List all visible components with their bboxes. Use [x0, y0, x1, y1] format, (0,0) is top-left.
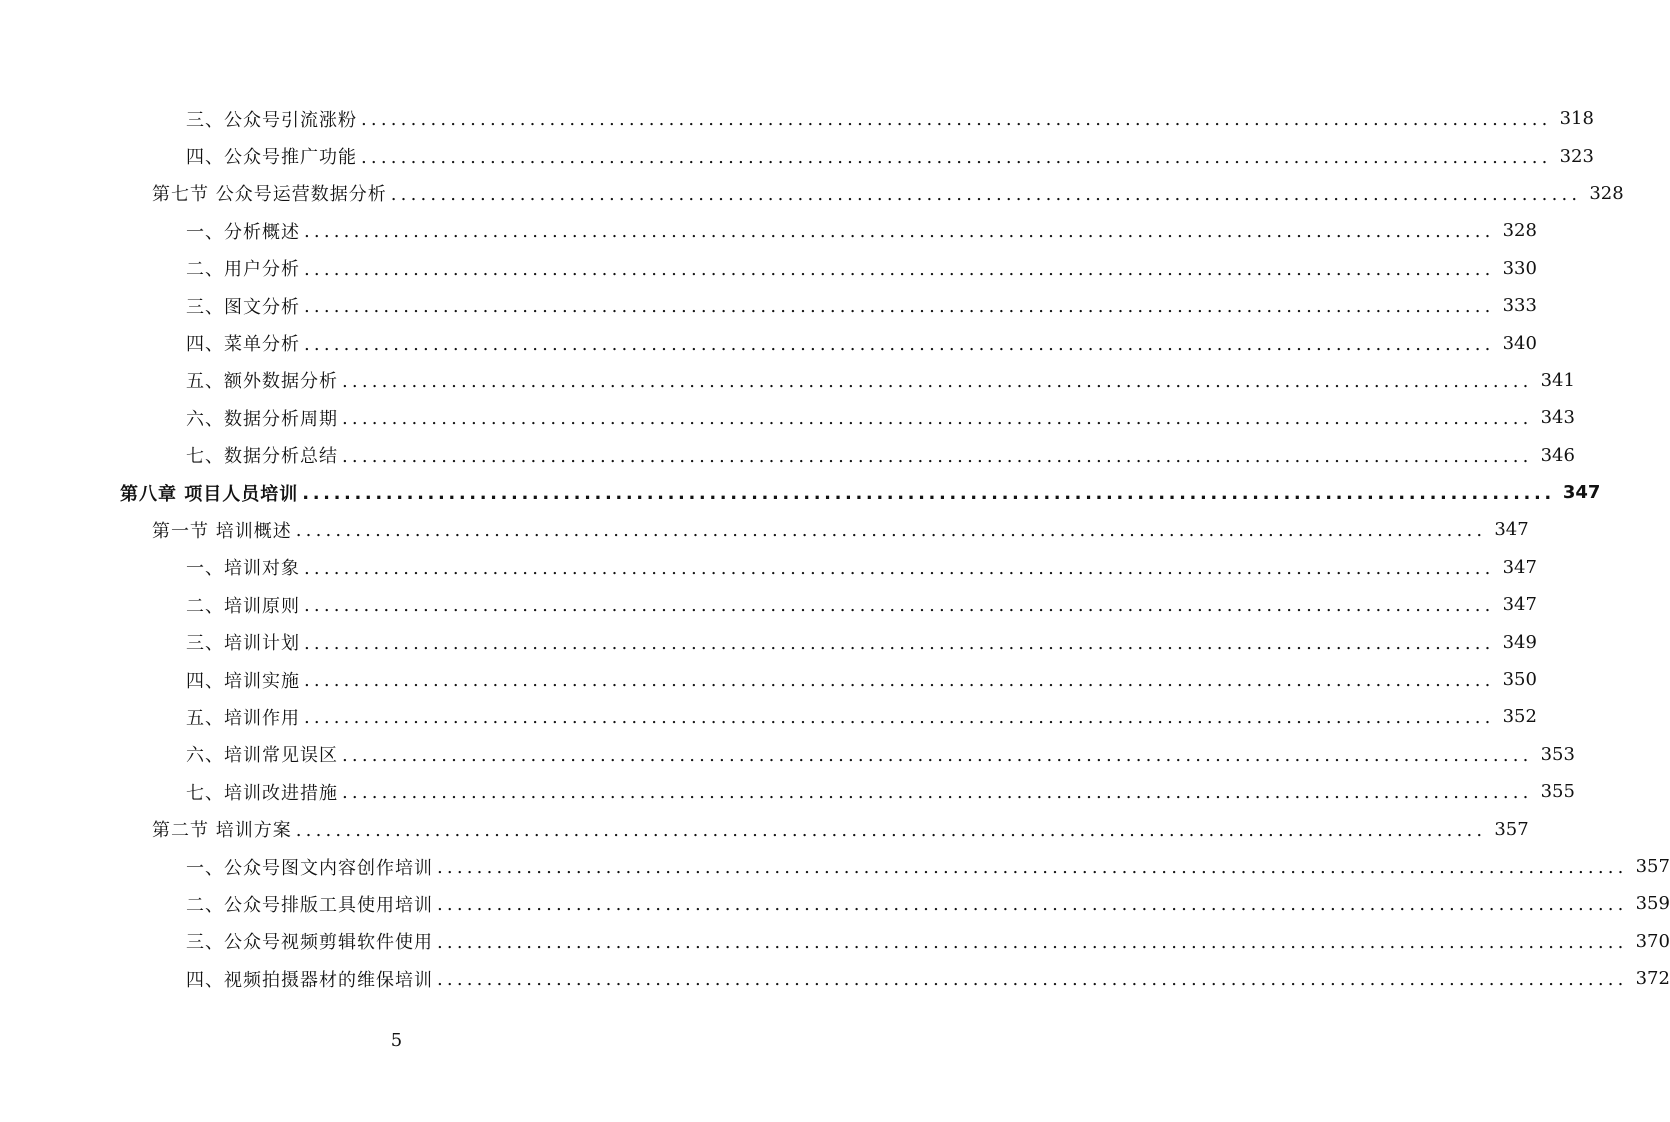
toc-entry-title: 七、培训改进措施 [186, 779, 342, 805]
toc-dot-leader: ........................................................................................................................ [342, 782, 1533, 804]
toc-entry-title: 二、用户分析 [186, 255, 304, 281]
toc-dot-leader: ........................................................................................................................ [304, 221, 1495, 243]
toc-item-entry[interactable] [0, 661, 1537, 698]
toc-entry-title: 六、培训常见误区 [186, 741, 342, 767]
toc-item-entry[interactable] [0, 362, 1575, 399]
toc-dot-leader: ........................................................................................................................ [304, 557, 1495, 579]
toc-entry-page-number: 333 [1502, 295, 1537, 317]
toc-entry-title: 三、培训计划 [186, 629, 304, 655]
toc-entry-title: 三、图文分析 [186, 293, 304, 319]
toc-dot-leader: ........................................................................................................................ [304, 707, 1495, 729]
toc-entry-page-number: 328 [1502, 220, 1537, 242]
toc-item-entry[interactable] [0, 100, 1594, 137]
toc-entry-page-number: 370 [1635, 930, 1670, 952]
toc-item-entry[interactable] [0, 885, 1670, 922]
toc-entry-title: 四、公众号推广功能 [186, 143, 361, 169]
toc-item-entry[interactable] [0, 923, 1670, 960]
toc-dot-leader: ........................................................................................................................ [437, 894, 1628, 916]
toc-entry-title: 五、额外数据分析 [186, 367, 342, 393]
toc-entry-page-number: 352 [1502, 706, 1537, 728]
toc-entry-page-number: 346 [1540, 444, 1575, 466]
toc-entry-page-number: 347 [1494, 519, 1529, 541]
toc-entry-title: 四、培训实施 [186, 667, 304, 693]
toc-dot-leader: ........................................................................................................................ [302, 483, 1555, 505]
toc-entry-page-number: 350 [1502, 669, 1537, 691]
toc-entry-page-number: 347 [1562, 482, 1601, 504]
toc-dot-leader: ........................................................................................................................ [361, 146, 1552, 168]
toc-dot-leader: ........................................................................................................................ [390, 183, 1582, 205]
toc-entry-title: 一、培训对象 [186, 554, 304, 580]
toc-item-entry[interactable] [0, 773, 1575, 810]
toc-dot-leader: ........................................................................................................................ [295, 819, 1487, 841]
toc-item-entry[interactable] [0, 586, 1537, 623]
toc-entry-page-number: 323 [1559, 145, 1594, 167]
toc-dot-leader: ........................................................................................................................ [437, 857, 1628, 878]
toc-dot-leader: ........................................................................................................................ [342, 445, 1533, 467]
toc-entry-page-number: 340 [1502, 332, 1537, 354]
toc-entry-title: 四、菜单分析 [186, 330, 304, 356]
toc-dot-leader: ........................................................................................................................ [342, 370, 1533, 392]
table-of-contents [0, 100, 1670, 997]
toc-entry-title: 三、公众号引流涨粉 [186, 106, 361, 132]
toc-entry-title: 二、公众号排版工具使用培训 [186, 891, 437, 917]
toc-entry-title: 四、视频拍摄器材的维保培训 [186, 966, 437, 992]
toc-entry-title: 第一节 培训概述 [152, 517, 296, 543]
toc-entry-page-number: 347 [1502, 556, 1537, 578]
toc-entry-page-number: 341 [1540, 369, 1575, 391]
toc-dot-leader: ........................................................................................................................ [342, 744, 1533, 766]
toc-entry-page-number: 357 [1494, 818, 1529, 840]
toc-item-entry[interactable] [0, 549, 1537, 586]
toc-dot-leader: ........................................................................................................................ [304, 258, 1495, 280]
toc-entry-page-number: 359 [1635, 893, 1670, 915]
toc-entry-title: 一、公众号图文内容创作培训 [186, 854, 437, 880]
toc-item-entry[interactable] [0, 287, 1537, 324]
toc-item-entry[interactable] [0, 698, 1537, 735]
toc-entry-title: 第七节 公众号运营数据分析 [152, 180, 391, 206]
toc-dot-leader: ........................................................................................................................ [361, 109, 1552, 131]
toc-dot-leader: ........................................................................................................................ [304, 296, 1495, 318]
toc-item-entry[interactable] [0, 212, 1537, 249]
toc-item-entry[interactable] [0, 399, 1575, 436]
toc-dot-leader: ........................................................................................................................ [295, 520, 1487, 542]
toc-dot-leader: ........................................................................................................................ [304, 670, 1495, 692]
toc-entry-page-number: 330 [1502, 257, 1537, 279]
toc-entry-page-number: 357 [1635, 856, 1670, 877]
toc-dot-leader: ........................................................................................................................ [304, 595, 1495, 617]
toc-entry-title: 第八章 项目人员培训 [120, 480, 302, 506]
toc-item-entry[interactable] [0, 736, 1575, 773]
toc-entry-title: 五、培训作用 [186, 704, 304, 730]
toc-item-entry[interactable] [0, 437, 1575, 474]
toc-entry-page-number: 318 [1559, 108, 1594, 130]
toc-entry-page-number: 328 [1589, 182, 1624, 204]
toc-entry-page-number: 343 [1540, 407, 1575, 429]
toc-dot-leader: ........................................................................................................................ [342, 408, 1533, 430]
toc-entry-title: 一、分析概述 [186, 218, 304, 244]
toc-entry-page-number: 355 [1540, 781, 1575, 803]
page-number: 5 [390, 1030, 403, 1051]
toc-item-entry[interactable] [0, 960, 1670, 997]
toc-section-entry[interactable] [0, 175, 1624, 212]
toc-entry-page-number: 372 [1635, 968, 1670, 990]
toc-entry-title: 第二节 培训方案 [152, 816, 296, 842]
toc-entry-title: 三、公众号视频剪辑软件使用 [186, 928, 437, 954]
toc-entry-page-number: 349 [1502, 631, 1537, 653]
toc-item-entry[interactable] [0, 137, 1594, 174]
toc-entry-page-number: 353 [1540, 743, 1575, 765]
toc-section-entry[interactable] [0, 810, 1529, 847]
toc-dot-leader: ........................................................................................................................ [304, 333, 1495, 355]
toc-section-entry[interactable] [0, 511, 1529, 548]
toc-dot-leader: ........................................................................................................................ [304, 632, 1495, 654]
toc-entry-title: 二、培训原则 [186, 592, 304, 618]
toc-item-entry[interactable] [0, 623, 1537, 660]
toc-item-entry[interactable] [0, 324, 1537, 361]
toc-entry-title: 七、数据分析总结 [186, 442, 342, 468]
toc-dot-leader: ........................................................................................................................ [437, 969, 1628, 991]
toc-entry-title: 六、数据分析周期 [186, 405, 342, 431]
toc-item-entry[interactable] [0, 848, 1670, 885]
toc-dot-leader: ........................................................................................................................ [437, 931, 1628, 953]
toc-chapter-entry[interactable] [0, 474, 1601, 511]
toc-entry-page-number: 347 [1502, 594, 1537, 616]
toc-item-entry[interactable] [0, 250, 1537, 287]
